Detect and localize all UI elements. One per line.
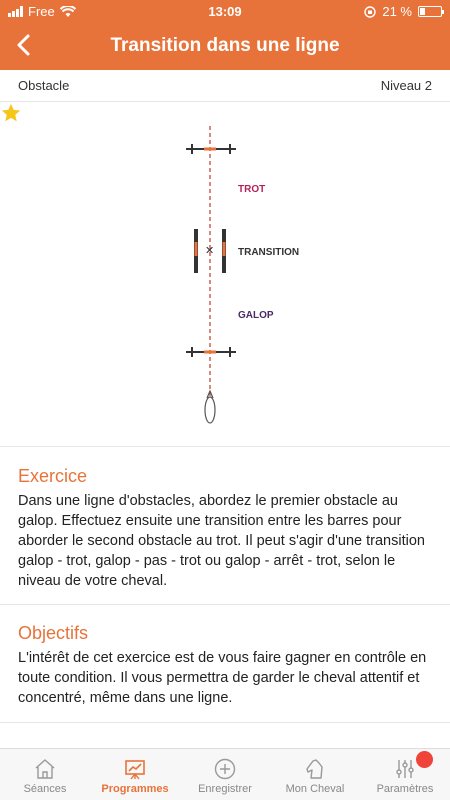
tab-label: Programmes xyxy=(101,783,169,795)
objectives-heading: Objectifs xyxy=(18,623,89,643)
orientation-lock-icon xyxy=(364,6,376,18)
cross-mark: ✕ xyxy=(205,245,215,257)
exercise-section xyxy=(0,448,450,605)
objectives-section xyxy=(0,605,450,723)
carrier-label: Free xyxy=(28,4,55,19)
notification-badge xyxy=(416,751,433,768)
exercise-meta-bar xyxy=(0,70,450,102)
plus-circle-icon xyxy=(213,757,237,781)
exercise-text: Dans une ligne d'obstacles, abordez le premier obstacle au galop. Effectuez ensuite une transition entre les barres pour aborder le second obstacle au trot. Il peut s'agir d'une transition galop - trot, galop - pas - trot ou galop - arrêt - trot, selon le niveau de votre cheval. xyxy=(18,493,425,589)
diagram-canvas xyxy=(0,102,450,447)
house-icon xyxy=(33,757,57,781)
exercise-diagram xyxy=(0,102,450,447)
app-header xyxy=(0,0,450,70)
tab-enregistrer[interactable] xyxy=(180,749,270,800)
tab-label: Séances xyxy=(23,783,67,795)
page-title: Transition dans une ligne xyxy=(110,35,340,56)
tab-mon-cheval[interactable] xyxy=(270,749,360,800)
tab-programmes[interactable] xyxy=(90,749,180,800)
tab-label: Enregistrer xyxy=(198,783,252,795)
easel-icon xyxy=(123,757,147,781)
tab-parametres[interactable] xyxy=(360,749,450,800)
category-label: Obstacle xyxy=(18,78,70,93)
tab-label: Paramètres xyxy=(376,783,434,795)
level-label: Niveau 2 xyxy=(380,78,432,93)
tab-seances[interactable] xyxy=(0,749,90,800)
obstacle-bottom xyxy=(186,347,236,357)
exercise-heading: Exercice xyxy=(18,466,88,486)
label-trot: TROT xyxy=(238,184,266,195)
star-icon[interactable] xyxy=(0,102,22,124)
obstacle-top xyxy=(186,144,236,154)
tab-label: Mon Cheval xyxy=(285,783,345,795)
battery-percent: 21 % xyxy=(382,4,412,19)
clock: 13:09 xyxy=(208,4,242,19)
sliders-icon xyxy=(393,757,417,781)
label-galop: GALOP xyxy=(238,310,274,321)
battery-icon xyxy=(418,6,442,17)
horse-head-icon xyxy=(303,757,327,781)
label-transition: TRANSITION xyxy=(238,247,300,258)
status-bar xyxy=(0,0,450,22)
tab-bar xyxy=(0,748,450,800)
objectives-text: L'intérêt de cet exercice est de vous faire gagner en contrôle en toute condition. Il vous permettra de garder le cheval attentif et concentré, même dans une ligne. xyxy=(18,650,427,706)
